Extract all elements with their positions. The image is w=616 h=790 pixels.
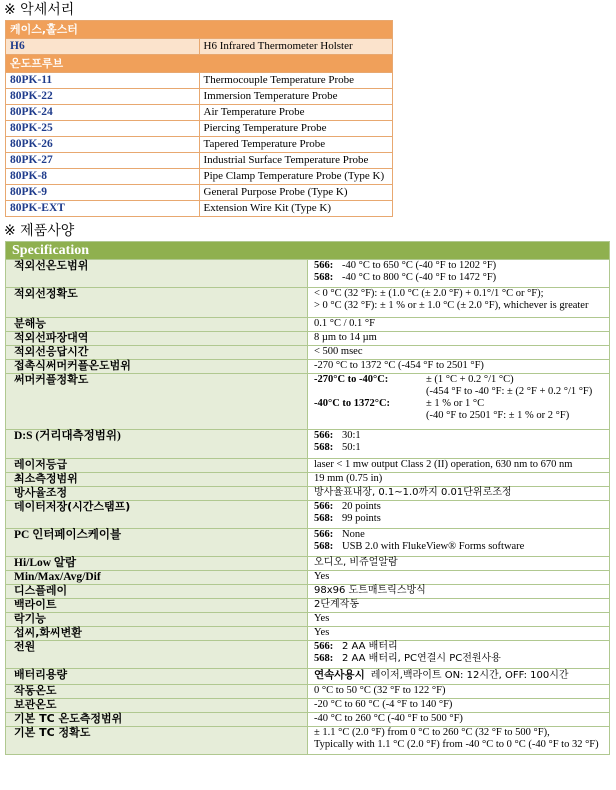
value-line: 2 AA 배터리	[342, 641, 398, 652]
spec-value	[308, 727, 610, 755]
item-code: 80PK-26	[6, 137, 200, 153]
table-row	[6, 487, 610, 501]
item-desc: H6 Infrared Thermometer Holster	[199, 39, 393, 55]
spec-label: 데이터저장(시간스탬프)	[6, 501, 308, 529]
spec-label: 적외선온도범위	[6, 260, 308, 288]
item-code: 80PK-27	[6, 153, 200, 169]
table-row	[6, 571, 610, 585]
value-line: Typically with 1.1 °C (2.0 °F) from -40 °C to 0 °C (-40 °F to 32 °F)	[314, 739, 599, 750]
spec-value: 19 mm (0.75 in)	[308, 473, 610, 487]
spec-label: 레이저등급	[6, 459, 308, 473]
item-code: 80PK-9	[6, 185, 200, 201]
spec-value: -20 °C to 60 °C (-4 °F to 140 °F)	[308, 699, 610, 713]
accessories-table	[5, 20, 393, 217]
accessories-title: ※ 악세서리	[4, 2, 75, 18]
value-line: ± (1 °C + 0.2 °/1 °C)	[426, 374, 514, 385]
spec-label: 적외선응답시간	[6, 346, 308, 360]
value-line: (-454 °F to -40 °F: ± (2 °F + 0.2 °/1 °F)	[426, 386, 593, 397]
value-line: -40 °C to 800 °C (-40 °F to 1472 °F)	[342, 272, 497, 283]
category-cases: 케이스,홀스터	[6, 21, 393, 39]
item-desc: General Purpose Probe (Type K)	[199, 185, 393, 201]
spec-label: 접촉식써머커플온도범위	[6, 360, 308, 374]
spec-value: < 500 msec	[308, 346, 610, 360]
spec-label: 섭씨,화씨변환	[6, 627, 308, 641]
table-row	[6, 459, 610, 473]
battery-key: 연속사용시	[314, 669, 365, 681]
table-row	[6, 613, 610, 627]
spec-value: 0 °C to 50 °C (32 °F to 122 °F)	[308, 685, 610, 699]
spec-value: -270 °C to 1372 °C (-454 °F to 2501 °F)	[308, 360, 610, 374]
value-line: 2 AA 배터리, PC연결시 PC전원사용	[342, 653, 501, 664]
spec-value: laser < 1 mw output Class 2 (II) operation, 630 nm to 670 nm	[308, 459, 610, 473]
value-line: USB 2.0 with FlukeView® Forms software	[342, 541, 525, 552]
spec-table	[5, 241, 610, 755]
table-row	[6, 169, 393, 185]
table-row	[6, 374, 610, 430]
category-row	[6, 21, 393, 39]
spec-value	[308, 260, 610, 288]
value-line: > 0 °C (32 °F): ± 1 % or ± 1.0 °C (± 2.0 °F), whichever is greater	[314, 300, 589, 311]
item-desc: Thermocouple Temperature Probe	[199, 73, 393, 89]
value-line: ± 1 % or 1 °C	[426, 398, 485, 409]
spec-label: 분해능	[6, 318, 308, 332]
value-line: ± 1.1 °C (2.0 °F) from 0 °C to 260 °C (32 °F to 500 °F),	[314, 727, 550, 738]
value-line: 99 points	[342, 513, 381, 524]
table-row	[6, 585, 610, 599]
spec-value: 2단계작동	[308, 599, 610, 613]
table-row	[6, 599, 610, 613]
table-row	[6, 430, 610, 459]
table-row	[6, 89, 393, 105]
spec-title: ※ 제품사양	[4, 223, 75, 239]
spec-header: Specification	[6, 242, 610, 260]
value-line: 20 points	[342, 501, 381, 512]
spec-value: 8 µm to 14 µm	[308, 332, 610, 346]
spec-value: 오디오, 비쥬얼알람	[308, 557, 610, 571]
value-line: 레이저,백라이트 ON: 12시간, OFF: 100시간	[370, 670, 569, 681]
table-row	[6, 185, 393, 201]
item-desc: Tapered Temperature Probe	[199, 137, 393, 153]
spec-label: 적외선파장대역	[6, 332, 308, 346]
value-line: < 0 °C (32 °F): ± (1.0 °C (± 2.0 °F) + 0.1°/1 °C or °F);	[314, 288, 544, 299]
spec-value	[308, 430, 610, 459]
range-key: -270°C to -40°C:	[314, 374, 389, 385]
spec-value: 98x96 도트매트릭스방식	[308, 585, 610, 599]
table-row	[6, 318, 610, 332]
value-line: (-40 °F to 2501 °F: ± 1 % or 2 °F)	[426, 410, 570, 421]
spec-value	[308, 669, 610, 685]
spec-value: 방사율표내장, 0.1~1.0까지 0.01단위로조정	[308, 487, 610, 501]
table-row	[6, 332, 610, 346]
model-key: 568:	[314, 653, 334, 664]
spec-label: 방사율조정	[6, 487, 308, 501]
spec-label: 써머커플정확도	[6, 374, 308, 430]
value-line: 30:1	[342, 430, 361, 441]
spec-value: 0.1 °C / 0.1 °F	[308, 318, 610, 332]
spec-label: 배터리용량	[6, 669, 308, 685]
spec-label: 기본 TC 정확도	[6, 727, 308, 755]
item-desc: Piercing Temperature Probe	[199, 121, 393, 137]
value-line: None	[342, 529, 365, 540]
spec-value: -40 °C to 260 °C (-40 °F to 500 °F)	[308, 713, 610, 727]
table-row	[6, 105, 393, 121]
table-row	[6, 529, 610, 557]
spec-label: 기본 TC 온도측정범위	[6, 713, 308, 727]
spec-label: PC 인터페이스케이블	[6, 529, 308, 557]
table-row	[6, 73, 393, 89]
table-row	[6, 288, 610, 318]
item-desc: Pipe Clamp Temperature Probe (Type K)	[199, 169, 393, 185]
spec-label: 작동온도	[6, 685, 308, 699]
table-row	[6, 260, 610, 288]
item-desc: Extension Wire Kit (Type K)	[199, 201, 393, 217]
item-code: 80PK-11	[6, 73, 200, 89]
table-row	[6, 137, 393, 153]
model-key: 566:	[314, 430, 334, 441]
table-row	[6, 346, 610, 360]
table-row	[6, 557, 610, 571]
table-row	[6, 641, 610, 669]
model-key: 566:	[314, 529, 334, 540]
table-row	[6, 121, 393, 137]
table-row	[6, 501, 610, 529]
model-key: 568:	[314, 442, 334, 453]
item-code: 80PK-22	[6, 89, 200, 105]
spec-value: Yes	[308, 613, 610, 627]
spec-value	[308, 501, 610, 529]
item-code: 80PK-25	[6, 121, 200, 137]
table-row	[6, 473, 610, 487]
spec-label: 적외선정확도	[6, 288, 308, 318]
spec-label: D:S (거리대측정범위)	[6, 430, 308, 459]
spec-value	[308, 288, 610, 318]
table-row	[6, 153, 393, 169]
table-row	[6, 699, 610, 713]
item-code: 80PK-24	[6, 105, 200, 121]
table-row	[6, 627, 610, 641]
spec-label: 전원	[6, 641, 308, 669]
table-row	[6, 360, 610, 374]
spec-value	[308, 374, 610, 430]
spec-value	[308, 529, 610, 557]
table-row	[6, 669, 610, 685]
table-row	[6, 685, 610, 699]
value-line: 50:1	[342, 442, 361, 453]
spec-value	[308, 641, 610, 669]
range-key: -40°C to 1372°C:	[314, 398, 391, 409]
table-row	[6, 39, 393, 55]
value-line: -40 °C to 650 °C (-40 °F to 1202 °F)	[342, 260, 497, 271]
model-key: 568:	[314, 541, 334, 552]
table-row	[6, 201, 393, 217]
model-key: 568:	[314, 513, 334, 524]
item-desc: Air Temperature Probe	[199, 105, 393, 121]
spec-label: 락기능	[6, 613, 308, 627]
item-desc: Immersion Temperature Probe	[199, 89, 393, 105]
spec-label: 백라이트	[6, 599, 308, 613]
model-key: 568:	[314, 272, 334, 283]
spec-label: 디스플레이	[6, 585, 308, 599]
table-row	[6, 727, 610, 755]
spec-label: 최소측정범위	[6, 473, 308, 487]
model-key: 566:	[314, 501, 334, 512]
item-desc: Industrial Surface Temperature Probe	[199, 153, 393, 169]
spec-value: Yes	[308, 571, 610, 585]
spec-label: Min/Max/Avg/Dif	[6, 571, 308, 585]
spec-label: Hi/Low 알람	[6, 557, 308, 571]
category-row	[6, 55, 393, 73]
item-code: 80PK-EXT	[6, 201, 200, 217]
model-key: 566:	[314, 260, 334, 271]
category-probes: 온도프루브	[6, 55, 393, 73]
spec-value: Yes	[308, 627, 610, 641]
item-code: 80PK-8	[6, 169, 200, 185]
table-row	[6, 713, 610, 727]
spec-label: 보관온도	[6, 699, 308, 713]
model-key: 566:	[314, 641, 334, 652]
item-code: H6	[6, 39, 200, 55]
